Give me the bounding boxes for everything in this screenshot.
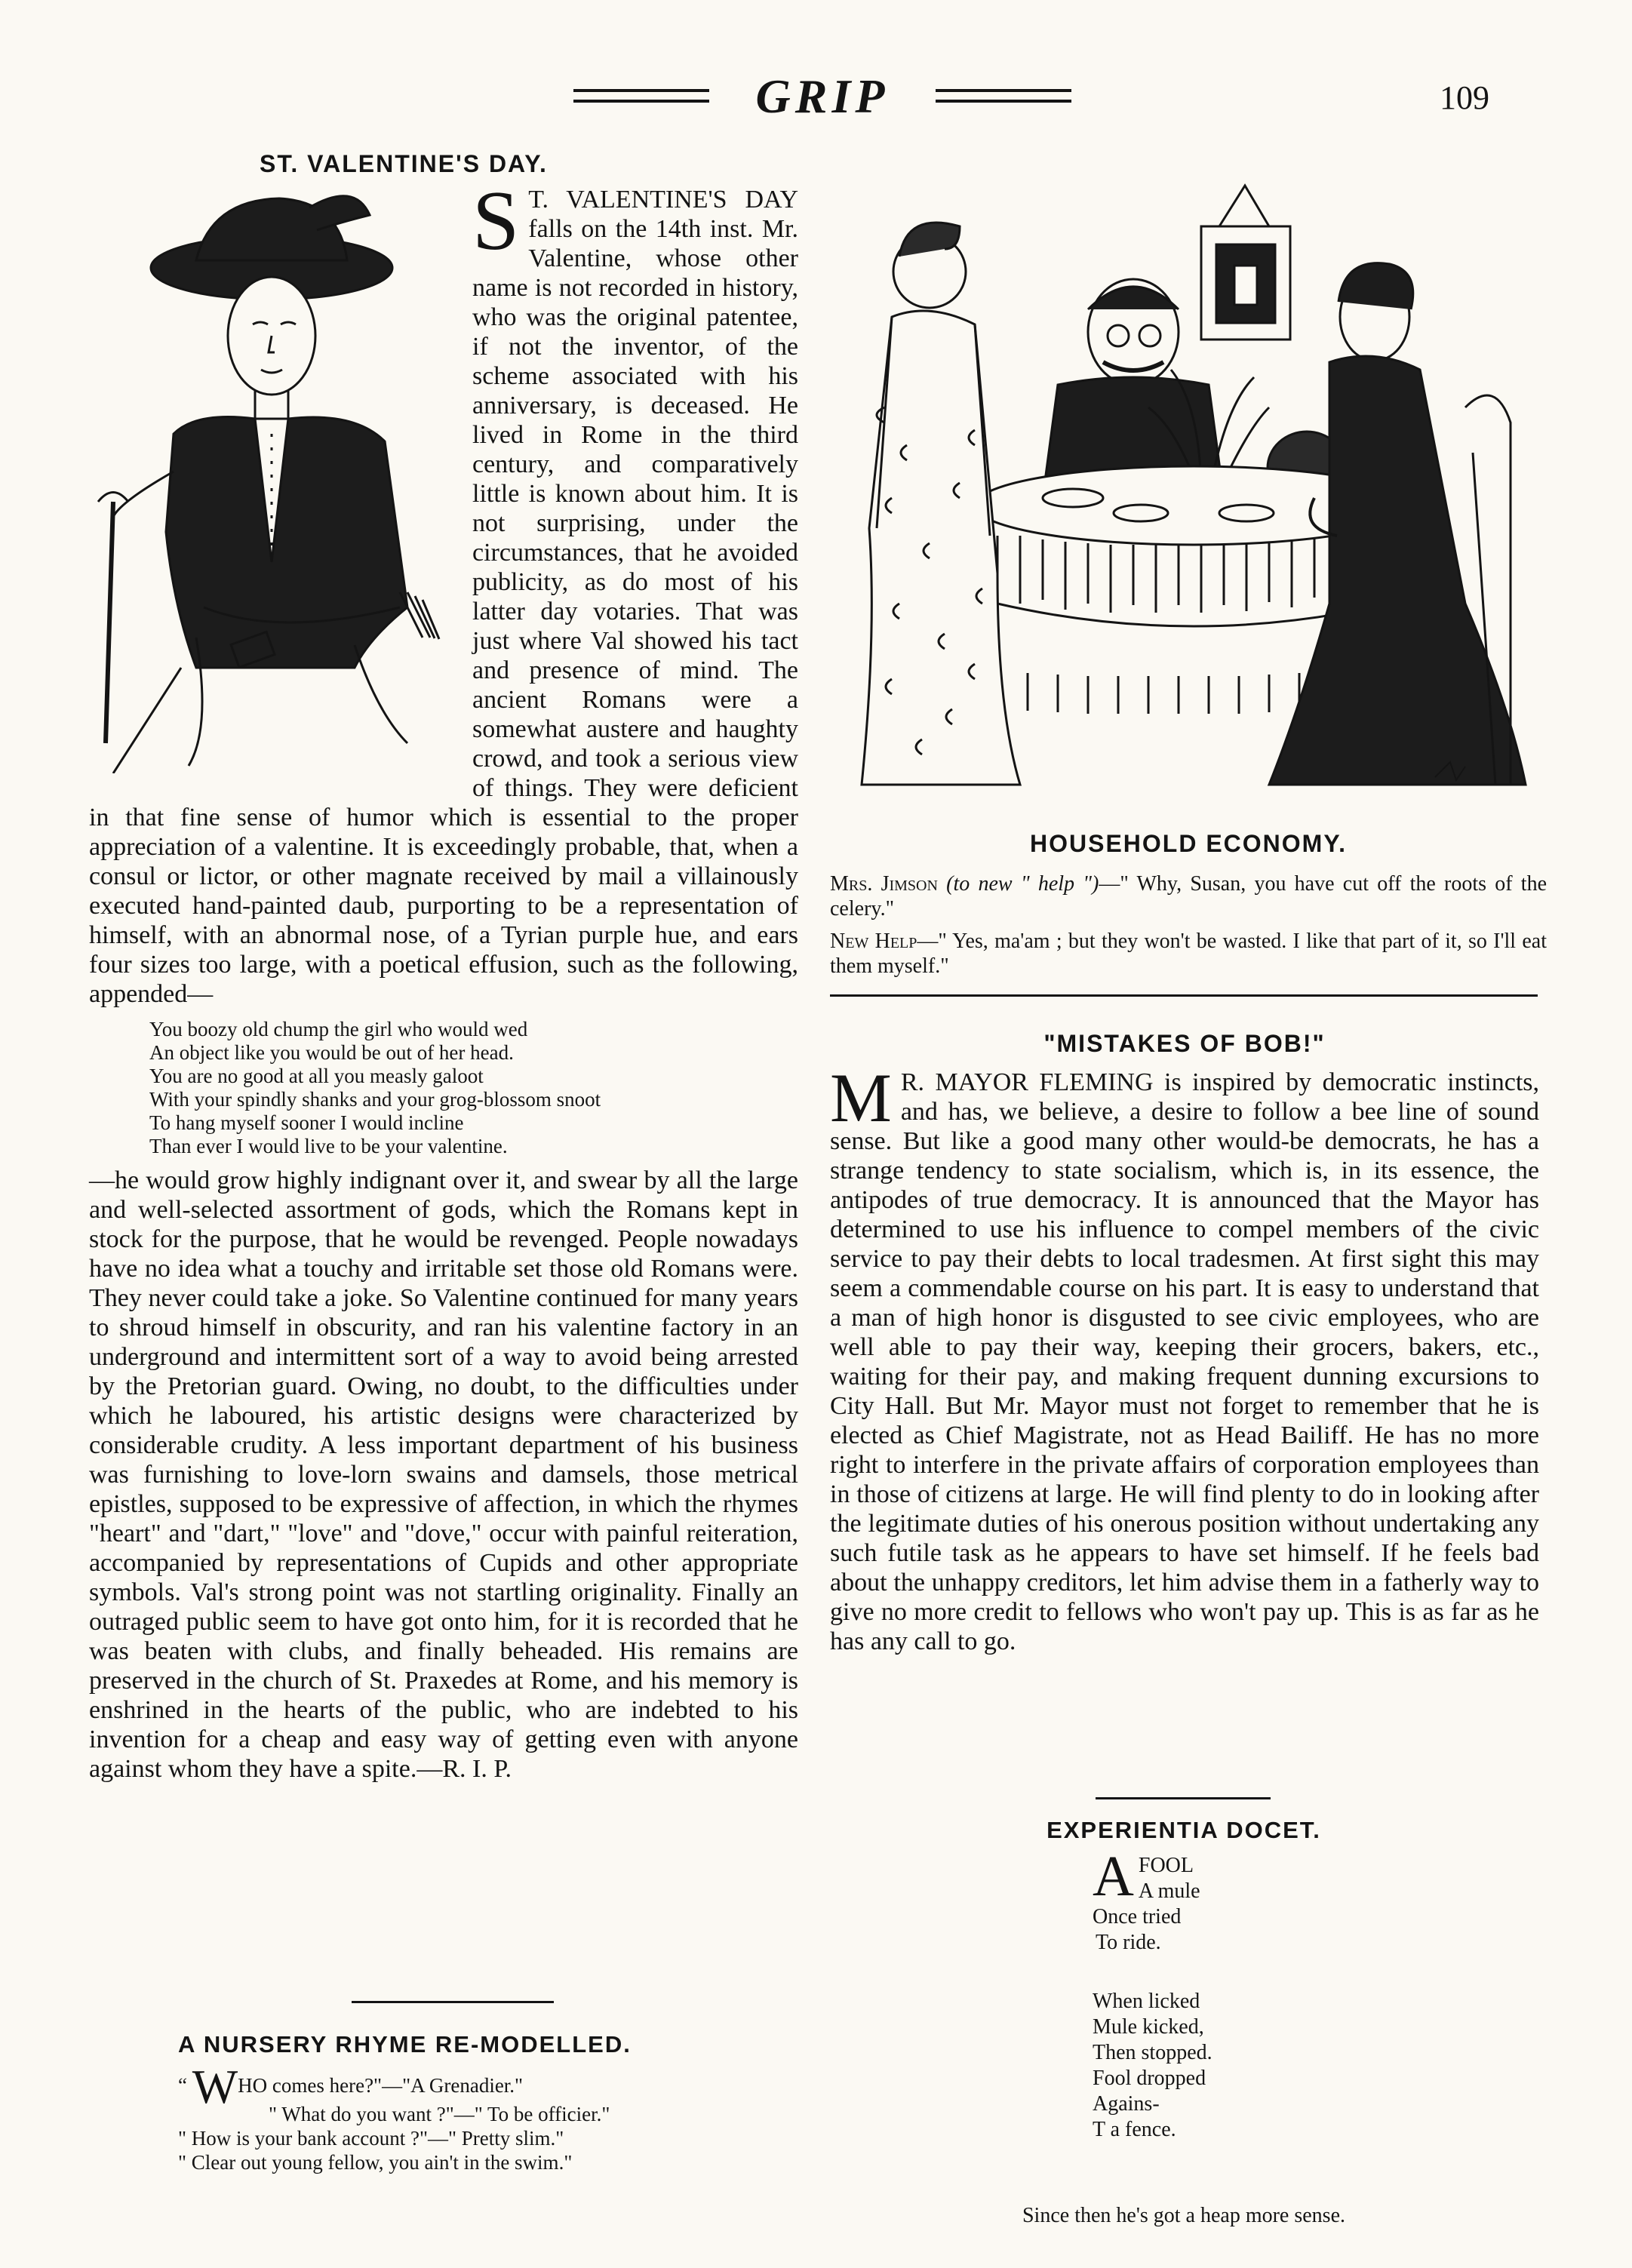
household-heading: HOUSEHOLD ECONOMY. xyxy=(1029,830,1348,857)
mistakes-heading: "MISTAKES OF BOB!" xyxy=(1043,1030,1326,1057)
poem-line: An object like you would be out of her head. xyxy=(149,1041,514,1064)
experientia-line: Once tried xyxy=(1093,1905,1182,1928)
valentine-paragraph-2: —he would grow highly indignant over it, and swear by all the large and well-selected assortment of gods, which the Romans kept in stock for the purpose, that he would be revenged. People nowadays have no idea what a touchy and irritable set those old Romans were. They never could take a joke. So Valentine continued for many years to shroud himself in obscurity, and ran his valentine factory in an underground and intermittent sort of a way to avoid being arrested by the Pretorian guard. Owing, no doubt, to the difficulties under which he laboured, his artistic designs were characterized by considerable crudity. A less important department of his business was furnishing to love-lorn swains and damsels, those metrical epistles, supposed to be expressive of affection, in which the rhymes "heart" and "dart," "love" and "dove," occur with painful reiteration, accompanied by representations of Cupids and other appropriate symbols. Val's strong point was not startling originality. Finally an outraged public seem to have got onto him, for it is recorded that he was beaten with clubs, and finally beheaded. His remains are preserved in the church of St. Praxedes at Rome, and his memory is enshrined in the hearts of the public, who are indebted to his invention for a cheap and easy way of getting even with anyone against whom they have a spite.—R. I. P. xyxy=(89,1166,798,1783)
household-line: —" Why, Susan, you have cut off the roots of the celery." xyxy=(830,872,1547,920)
lady-illustration xyxy=(83,185,460,773)
experientia-line: T a fence. xyxy=(1093,2118,1176,2141)
mistakes-article xyxy=(830,1029,1539,1656)
poem-line: With your spindly shanks and your grog-blossom snoot xyxy=(149,1088,601,1111)
mistakes-dropcap: M xyxy=(830,1059,892,1136)
experientia-line: When licked xyxy=(1093,1990,1200,2013)
divider-rule xyxy=(352,2001,554,2003)
masthead xyxy=(558,66,1086,127)
mistakes-paragraph: R. MAYOR FLEMING is inspired by democratic instincts, and has, we believe, a desire to follow a bee line of sound sense. But like a good many other would-be democrats, he has a strange tendency to state socialism, which is, in its essence, the antipodes of true democracy. It is announced that the Mayor has determined to use his influence to compel members of the civic service to pay their debts to local tradesmen. At first sight this may seem a commendable course on his part. It is easy to understand that a man of high honor is disgusted to see civic employees, who are well able to pay their way, keeping their grocers, bakers, etc., waiting for their pay, and making frequent dunning excursions to City Hall. But Mr. Mayor must not forget to remember that he is elected as Chief Magistrate, not as Head Bailiff. He has no more right to interfere in the private affairs of corporation employees than in those of citizens at large. He will find plenty to do in looking after the legitimate duties of his onerous position without undertaking any such futile task as he appears to have set himself. If he feels bad about the unhappy creditors, let him advise them in a fatherly way to give no more credit to fellows who won't pay up. This is as far as he has any call to go. xyxy=(830,1068,1539,1655)
household-illustration xyxy=(847,181,1538,815)
experientia-dropcap: A xyxy=(1093,1845,1134,1908)
valentine-poem xyxy=(149,1018,798,1158)
experientia-article xyxy=(830,1817,1538,2227)
poem-line: You are no good at all you measly galoot xyxy=(149,1065,484,1087)
nursery-article xyxy=(178,2031,782,2174)
valentine-article xyxy=(89,149,798,1784)
masthead-rule-left xyxy=(573,89,709,92)
experientia-poem xyxy=(1093,1845,1394,2143)
nursery-line: " How is your bank account ?"—" Pretty slim." xyxy=(178,2127,564,2150)
experientia-closing: Since then he's got a heap more sense. xyxy=(1022,2204,1346,2227)
poem-line: Than ever I would live to be your valentine. xyxy=(149,1135,508,1157)
experientia-line: To ride. xyxy=(1096,1931,1161,1954)
household-direction: (to new " help ") xyxy=(946,872,1099,896)
valentine-heading: ST. VALENTINE'S DAY. xyxy=(260,150,548,177)
experientia-heading: EXPERIENTIA DOCET. xyxy=(1047,1817,1321,1843)
household-line: —" Yes, ma'am ; but they won't be wasted. I like that part of it, so I'll eat them myself." xyxy=(830,930,1547,978)
nursery-line: " What do you want ?"—" To be officier." xyxy=(269,2103,610,2125)
experientia-line: Fool dropped xyxy=(1093,2067,1206,2090)
experientia-line: Mule kicked, xyxy=(1093,2015,1204,2039)
experientia-line: Then stopped. xyxy=(1093,2041,1212,2064)
household-speaker: New Help xyxy=(830,930,917,953)
masthead-rule-right xyxy=(936,89,1071,92)
experientia-line: A mule xyxy=(1138,1879,1200,1903)
nursery-line: HO comes here?"—"A Grenadier." xyxy=(238,2074,524,2097)
household-article xyxy=(830,830,1547,986)
divider-rule xyxy=(1096,1797,1271,1799)
valentine-dropcap: S xyxy=(472,174,520,268)
experientia-line: Agains- xyxy=(1093,2092,1160,2116)
masthead-rule-right-2 xyxy=(936,100,1071,103)
nursery-line: " Clear out young fellow, you ain't in the swim." xyxy=(178,2151,573,2174)
poem-line: To hang myself sooner I would incline xyxy=(149,1111,464,1134)
nursery-heading: A NURSERY RHYME RE-MODELLED. xyxy=(178,2031,632,2057)
poem-line: You boozy old chump the girl who would wed xyxy=(149,1018,528,1040)
nursery-rhyme: “ WHO comes here?"—"A Grenadier." " What do you want ?"—" To be officier." " How is your bank account ?"—" Pretty slim." " Clear out young fellow, you ain't in the swim." xyxy=(178,2072,782,2174)
household-caption xyxy=(830,871,1547,979)
masthead-title: GRIP xyxy=(755,69,890,123)
masthead-rule-left-2 xyxy=(573,100,709,103)
nursery-dropcap: W xyxy=(192,2060,238,2113)
household-speaker: Mrs. Jimson xyxy=(830,872,938,896)
valentine-paragraph: T. VALENTINE'S DAY falls on the 14th inst. Mr. Valentine, whose other name is not recorded in history, who was the original patentee, if not the inventor, of the scheme associated with his anniversary, is deceased. He lived in Rome in the third century, and comparatively little is known about him. It is not surprising, under the circumstances, that he avoided publicity, as do most of his latter day votaries. That was just where Val showed his tact and presence of mind. The ancient Romans were a somewhat austere and haughty crowd, and took a serious view of things. They were deficient in that fine sense of humor which is essential to the proper appreciation of a valentine. It is exceedingly probable, that, when a consul or lictor, or other magnate received by mail a villainously executed hand-painted daub, purporting to be a representation of himself, with an abnormal nose, of a Tyrian purple hue, and ears four sizes too large, with a poetical effusion, such as the following, appended— xyxy=(89,186,798,1008)
page-number: 109 xyxy=(1440,79,1489,116)
experientia-line: FOOL xyxy=(1138,1854,1194,1877)
divider-rule xyxy=(830,994,1538,997)
